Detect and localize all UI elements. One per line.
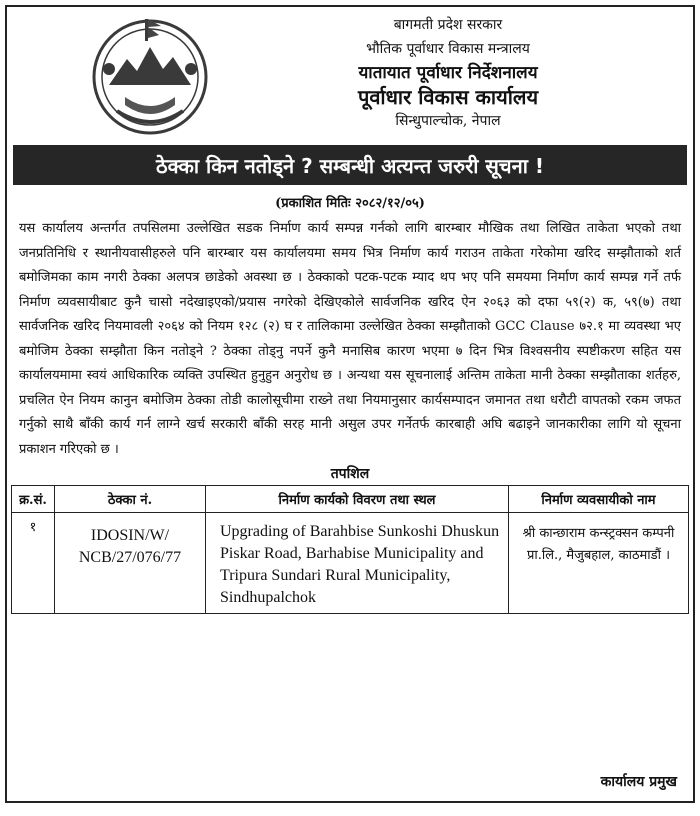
published-date: (प्रकाशित मितिः २०८२/१२/०५)	[275, 196, 425, 211]
cell-contract-no	[55, 513, 206, 614]
col-header-sn: क्र.सं.	[12, 486, 55, 513]
office-location: सिन्धुपाल्चोक, नेपाल	[395, 113, 501, 129]
schedule-table	[11, 485, 689, 614]
table-row	[12, 513, 689, 614]
cell-sn: १	[12, 513, 55, 614]
directorate-name: यातायात पूर्वाधार निर्देशनालय	[358, 63, 538, 83]
nepal-government-emblem-icon	[87, 11, 213, 137]
cell-description: Upgrading of Barahbise Sunkoshi Dhuskun Piskar Road, Barhabise Municipality and Tripura Sundari Rural Municipality, Sindhupalchok	[206, 513, 509, 614]
ministry-name: भौतिक पूर्वाधार विकास मन्त्रालय	[366, 41, 530, 57]
government-name: बागमती प्रदेश सरकार	[393, 17, 503, 33]
contract-no-line-1: IDOSIN/W/	[90, 527, 170, 544]
notice-title-banner	[13, 145, 687, 185]
contract-no-line-2: NCB/27/076/77	[78, 549, 182, 566]
notice-header	[7, 7, 693, 145]
col-header-contractor: निर्माण व्यवसायीको नाम	[509, 486, 689, 513]
signature-office-chief: कार्यालय प्रमुख	[600, 774, 677, 790]
office-name: पूर्वाधार विकास कार्यालय	[357, 85, 539, 109]
col-header-description: निर्माण कार्यको विवरण तथा स्थल	[206, 486, 509, 513]
notice-page	[5, 5, 695, 803]
col-header-contract-no: ठेक्का नं.	[55, 486, 206, 513]
notice-title: ठेक्का किन नतोड्ने ? सम्बन्धी अत्यन्त जरुरी सूचना !	[156, 153, 544, 178]
schedule-header-row	[12, 486, 689, 513]
notice-body: यस कार्यालय अन्तर्गत तपसिलमा उल्लेखित सडक निर्माण कार्य सम्पन्न गर्नको लागि बारम्बार मौखिक तथा लिखित ताकेता भएको तथा जनप्रतिनिधि र स्थानीयवासीहरुले पनि बारम्बार यस कार्यालयमा समय भित्र निर्माण कार्य गराउन ताकेता गरेकोमा खरिद सम्झौताको शर्त बमोजिमका काम नगरी ठेक्का अलपत्र छाडेको अवस्था छ । ठेक्काको पटक-पटक म्याद थप भए पनि समयमा निर्माण कार्य सम्पन्न गर्ने तर्फ निर्माण व्यवसायीबाट कुनै चासो नदेखाइएको/प्रयास नगरेको देखिएकोले सार्वजनिक खरिद ऐन २०६३ को दफा ५९(२) क, ५९(७) तथा सार्वजनिक खरिद नियमावली २०६४ को नियम १२८ (२) घ र तालिकामा उल्लेखित ठेक्का सम्झौताको GCC Clause ७२.१ मा व्यवस्था भए बमोजिम ठेक्का सम्झौता किन नतोड्ने ? ठेक्का तोड्नु नपर्ने कुनै मनासिब कारण भएमा ७ दिन भित्र विश्वसनीय स्पष्टीकरण सहित यस कार्यालयमामा स्वयं आधिकारिक व्यक्ति उपस्थित हुनुहुन अनुरोध छ । अन्यथा यस सूचनालाई अन्तिम ताकेता मानी ठेक्का सम्झौताका शर्तहरु, प्रचलित ऐन नियम कानुन बमोजिम ठेक्का तोडी कालोसूचीमा राख्ने तथा नियमानुसार कार्यसम्पादन जमानत तथा धरौटी वापतको रकम जफत गर्नुको साथै बाँकी कार्य गर्न लाग्ने खर्च सरकारी बाँकी सरह मानी असुल उपर गर्नेतर्फ कारबाही अघि बढाइने जानकारीका लागि यो सूचना प्रकाशन गरिएको छ ।	[19, 221, 681, 457]
cell-contractor: श्री कान्छाराम कन्स्ट्रक्सन कम्पनी प्रा.लि., मैजुबहाल, काठमाडौं ।	[509, 513, 689, 614]
schedule-title: तपशिल	[330, 466, 370, 482]
